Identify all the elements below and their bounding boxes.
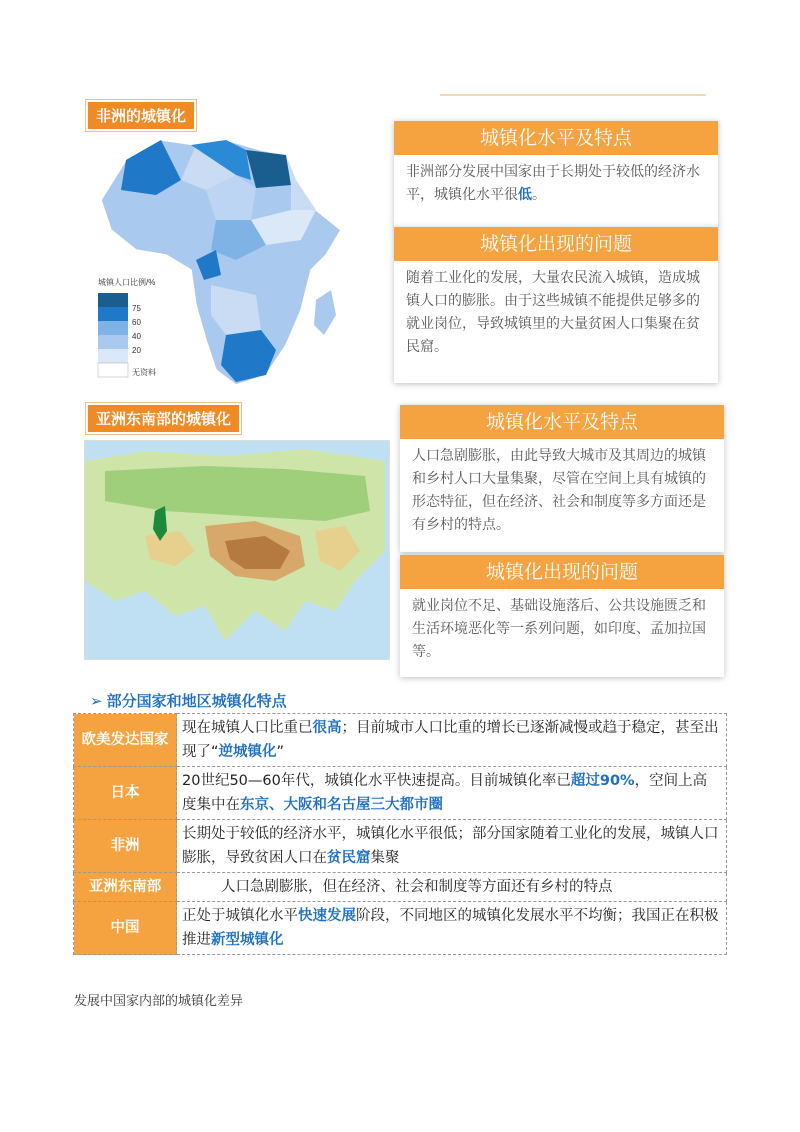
legend-value: 20 [132,346,141,355]
card-title: 城镇化出现的问题 [394,227,718,261]
row-region-label: 日本 [74,767,177,820]
header-rule [440,94,706,96]
card-text: 随着工业化的发展，大量农民流入城镇，造成城镇人口的膨胀。由于这些城镇不能提供足够多的就业岗位，导致城镇里的大量贫困人口集聚在贫民窟。 [406,270,700,355]
card-title: 城镇化出现的问题 [400,555,724,589]
card-text: 非洲部分发展中国家由于长期处于较低的经济水平，城镇化水平很低。 [406,164,700,203]
legend-title: 城镇人口比例/% [98,278,156,287]
legend-value: 40 [132,332,141,341]
row-description: 现在城镇人口比重已很高；目前城市人口比重的增长已逐渐减慢或趋于稳定，甚至出现了“逆城镇化” [177,714,727,767]
asia-level-card [400,405,724,552]
urbanization-features-table [73,713,727,955]
legend-value: 60 [132,318,141,327]
row-region-label: 欧美发达国家 [74,714,177,767]
section-title: ➢ 部分国家和地区城镇化特点 [90,692,287,710]
row-description: 长期处于较低的经济水平，城镇化水平很低；部分国家随着工业化的发展，城镇人口膨胀，导致贫困人口在贫民窟集聚 [177,820,727,873]
card-text: 就业岗位不足、基础设施落后、公共设施匮乏和生活环境恶化等一系列问题，如印度、孟加拉国等。 [412,598,706,660]
table-row [74,873,727,902]
row-description: 人口急剧膨胀，但在经济、社会和制度等方面还有乡村的特点 [177,873,727,902]
row-region-label: 非洲 [74,820,177,873]
asia-physical-map [84,440,390,660]
africa-urbanization-map [86,120,378,390]
caption: 发展中国家内部的城镇化差异 [74,994,244,1009]
row-description: 20世纪50—60年代，城镇化水平快速提高。目前城镇化率已超过90%，空间上高度集中在东京、大阪和名古屋三大都市圈 [177,767,727,820]
legend-value: 无资料 [132,368,156,377]
table-row [74,767,727,820]
africa-problem-card [394,227,718,383]
card-title: 城镇化水平及特点 [394,121,718,155]
row-region-label: 亚洲东南部 [74,873,177,902]
legend-value: 75 [132,304,141,313]
africa-section-tag: 非洲的城镇化 [86,100,196,131]
row-region-label: 中国 [74,902,177,955]
card-title: 城镇化水平及特点 [400,405,724,439]
card-text: 人口急剧膨胀，由此导致大城市及其周边的城镇和乡村人口大量集聚，尽管在空间上具有城镇的形态特征，但在经济、社会和制度等多方面还是有乡村的特点。 [412,448,706,533]
africa-level-card [394,121,718,228]
table-row [74,902,727,955]
asia-section-tag: 亚洲东南部的城镇化 [86,403,241,434]
table-row [74,714,727,767]
asia-problem-card [400,555,724,677]
table-row [74,820,727,873]
arrow-bullet-icon: ➢ [90,692,103,710]
row-description: 正处于城镇化水平快速发展阶段，不同地区的城镇化发展水平不均衡；我国正在积极推进新型城镇化 [177,902,727,955]
